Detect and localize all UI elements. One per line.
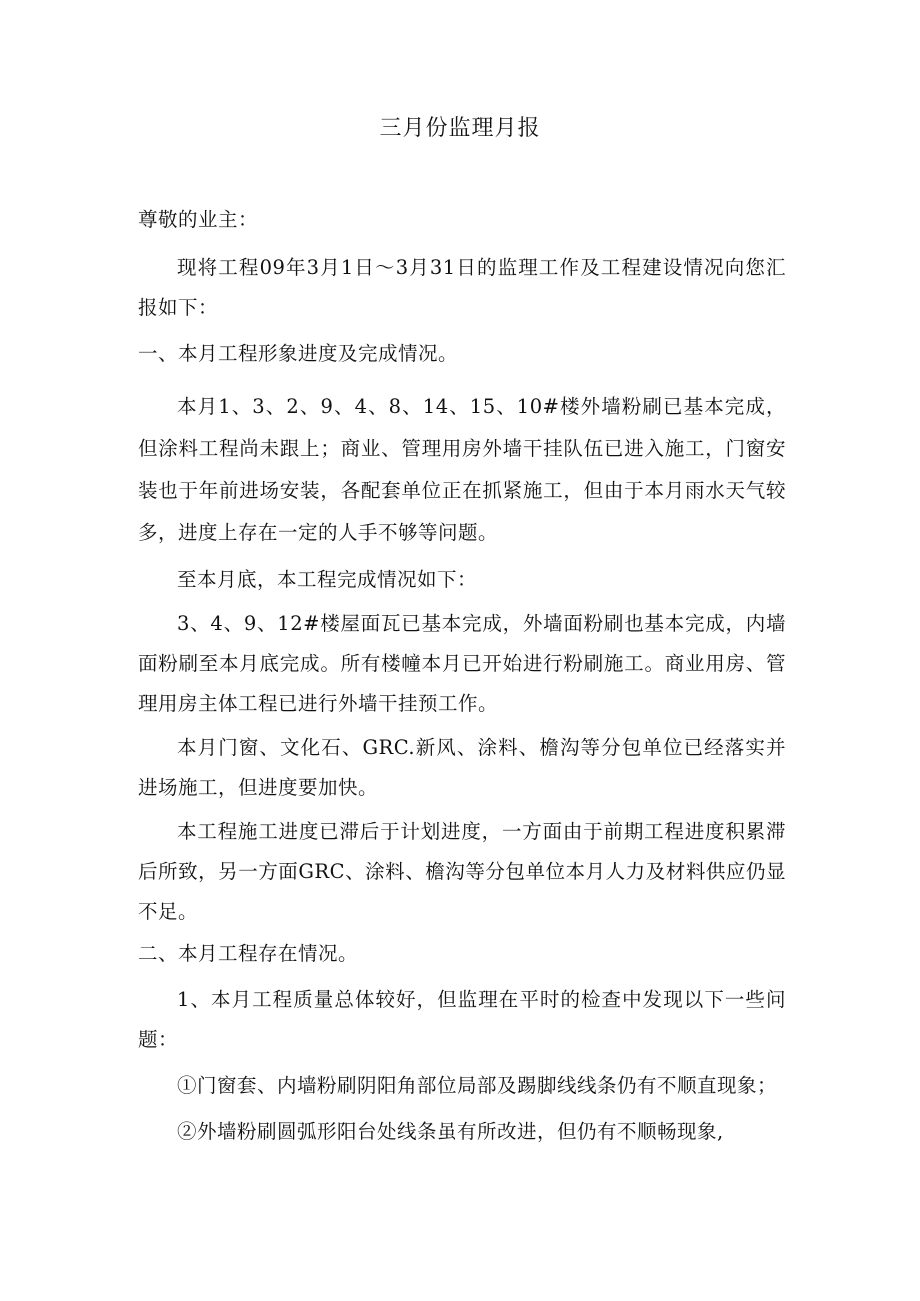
section-heading-1: 一、本月工程形象进度及完成情况。 <box>138 342 459 365</box>
document-title: 三月份监理月报 <box>379 116 541 141</box>
document-body <box>138 200 786 1152</box>
quality-paragraph: 1、本月工程质量总体较好，但监理在平时的检查中发现以下一些问题： <box>138 988 786 1051</box>
issue-item-1: ①门窗套、内墙粉刷阴阳角部位局部及踢脚线线条仍有不顺直现象； <box>177 1074 778 1097</box>
issue-item-2: ②外墙粉刷圆弧形阳台处线条虽有所改进，但仍有不顺畅现象, <box>177 1120 724 1143</box>
month-end-paragraph: 至本月底，本工程完成情况如下： <box>177 568 478 591</box>
intro-paragraph: 现将工程09年3月1日～3月31日的监理工作及工程建设情况向您汇报如下： <box>138 256 786 319</box>
delay-paragraph: 本工程施工进度已滞后于计划进度，一方面由于前期工程进度积累滞后所致，另一方面GRC、涂料、檐沟等分包单位本月人力及材料供应仍显不足。 <box>138 820 786 923</box>
section-heading-2: 二、本月工程存在情况。 <box>138 942 359 965</box>
salutation: 尊敬的业主： <box>138 208 259 231</box>
subcontractor-paragraph: 本月门窗、文化石、GRC.新风、涂料、檐沟等分包单位已经落实并进场施工，但进度要加快。 <box>138 736 786 799</box>
progress-paragraph: 本月1、3、2、9、4、8、14、15、10#楼外墙粉刷已基本完成，但涂料工程尚未跟上；商业、管理用房外墙干挂队伍已进入施工，门窗安装也于年前进场安装，各配套单位正在抓紧施工，但由于本月雨水天气较多，进度上存在一定的人手不够等问题。 <box>138 395 786 544</box>
completion-paragraph: 3、4、9、12#楼屋面瓦已基本完成，外墙面粉刷也基本完成，内墙面粉刷至本月底完成。所有楼幢本月已开始进行粉刷施工。商业用房、管理用房主体工程已进行外墙干挂预工作。 <box>138 612 786 715</box>
